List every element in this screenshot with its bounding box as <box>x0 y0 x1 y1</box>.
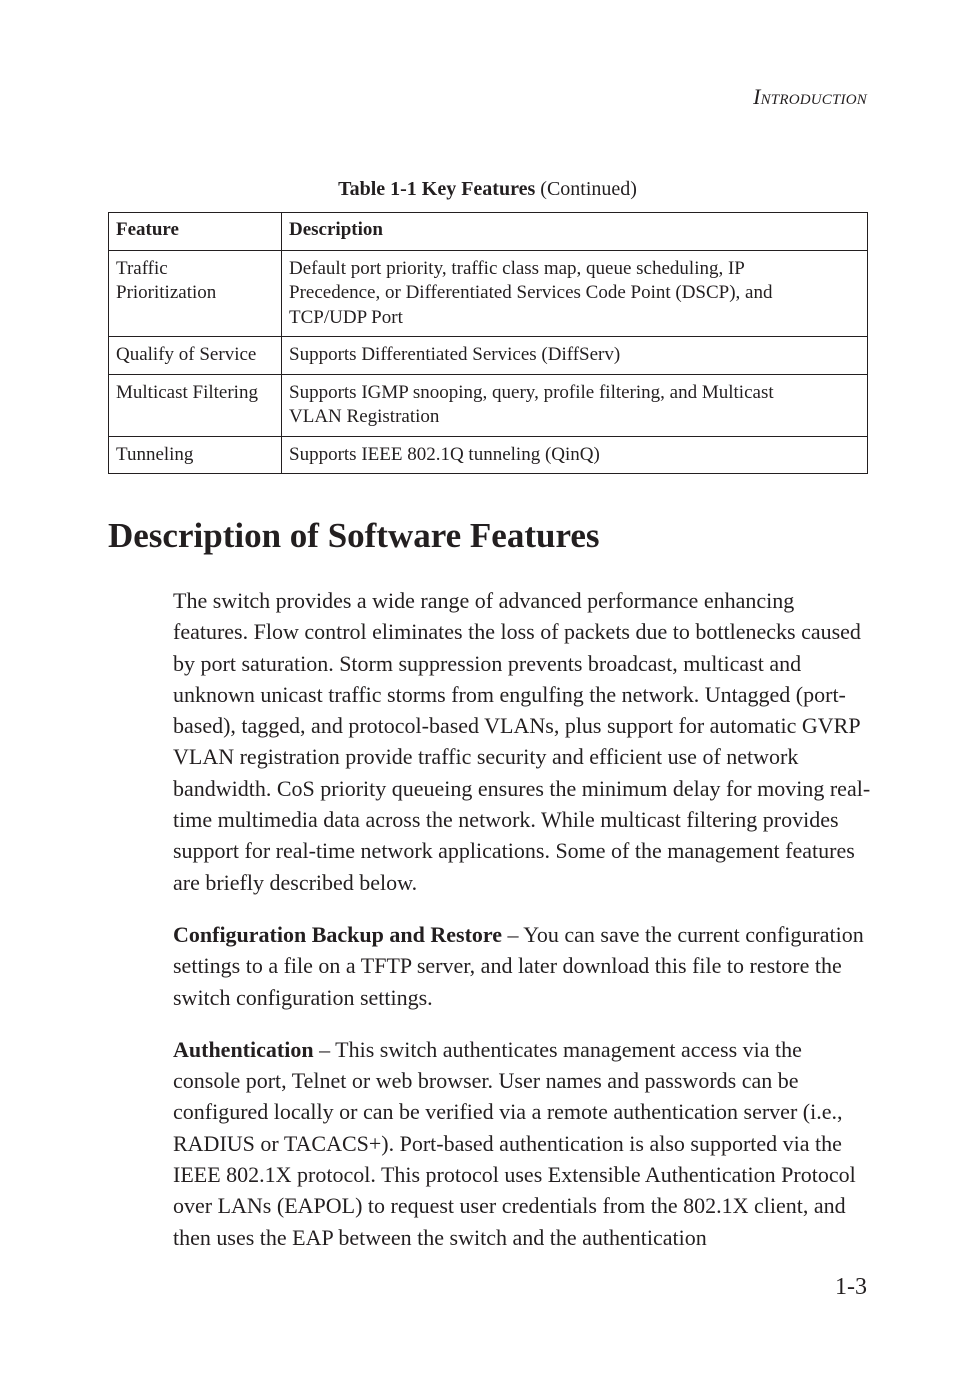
running-head: Introduction <box>753 84 867 109</box>
feature-cell: Qualify of Service <box>109 337 282 375</box>
description-cell: Default port priority, traffic class map, queue scheduling, IP Precedence, or Differentiated Services Code Point (DSCP), and TCP/UDP Port <box>282 250 868 337</box>
key-features-table <box>108 212 868 474</box>
feature-text: – You can save the current configuration settings to a file on a TFTP server, and later download this file to restore the switch configuration settings. <box>173 921 864 1010</box>
feature-term: Configuration Backup and Restore <box>173 921 503 947</box>
feature-paragraph-config-backup <box>173 919 873 1013</box>
table-row <box>109 250 868 337</box>
feature-cell: Multicast Filtering <box>109 374 282 436</box>
table-caption-label: Table 1-1 Key Features <box>338 178 536 200</box>
table-row <box>109 337 868 375</box>
feature-cell: Tunneling <box>109 436 282 474</box>
section-heading: Description of Software Features <box>108 516 600 555</box>
table-row <box>109 436 868 474</box>
table-header-row <box>109 213 868 251</box>
page-number: 1-3 <box>835 1274 867 1300</box>
description-cell: Supports IGMP snooping, query, profile filtering, and Multicast VLAN Registration <box>282 374 868 436</box>
feature-term: Authentication <box>173 1036 314 1062</box>
intro-paragraph: The switch provides a wide range of advanced performance enhancing features. Flow control eliminates the loss of packets due to bottlenecks caused by port saturation. Storm suppression prevents broadcast, multicast and unknown unicast traffic storms from engulfing the network. Untagged (port-based), tagged, and protocol-based VLANs, plus support for automatic GVRP VLAN registration provide traffic security and efficient use of network bandwidth. CoS priority queueing ensures the minimum delay for moving real-time multimedia data across the network. While multicast filtering provides support for real-time network applications. Some of the management features are briefly described below. <box>173 588 871 895</box>
table-caption-suffix: (Continued) <box>535 178 637 200</box>
table-caption <box>108 178 867 201</box>
table-row <box>109 374 868 436</box>
feature-paragraph-authentication <box>173 1034 873 1253</box>
feature-text: – This switch authenticates management access via the console port, Telnet or web browser. User names and passwords can be configured locally or can be verified via a remote authentication server (i.e., RADIUS or TACACS+). Port-based authentication is also supported via the IEEE 802.1X protocol. This protocol uses Extensible Authentication Protocol over LANs (EAPOL) to request user credentials from the 802.1X client, and then uses the EAP between the switch and the authentication <box>173 1036 856 1250</box>
feature-cell: Traffic Prioritization <box>109 250 282 337</box>
column-header-feature: Feature <box>109 213 282 251</box>
description-cell: Supports IEEE 802.1Q tunneling (QinQ) <box>282 436 868 474</box>
description-cell: Supports Differentiated Services (DiffServ) <box>282 337 868 375</box>
section-body <box>173 585 873 1274</box>
column-header-description: Description <box>282 213 868 251</box>
